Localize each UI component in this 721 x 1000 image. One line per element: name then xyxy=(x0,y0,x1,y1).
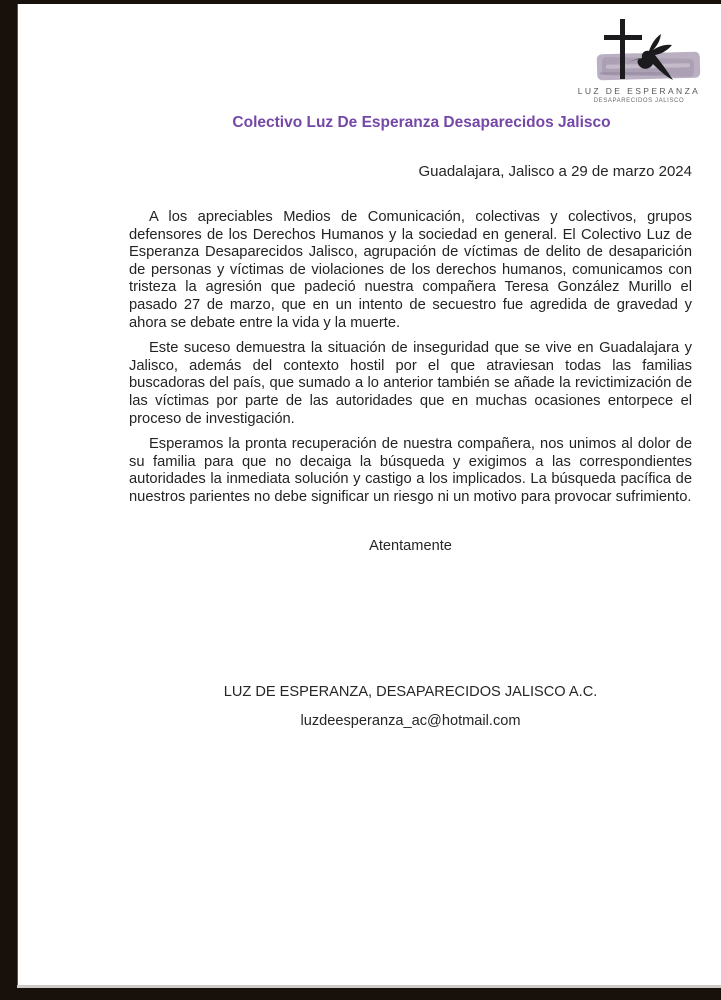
letter-paragraph-1: A los apreciables Medios de Comunicación, colectivas y colectivos, grupos defensores de los Derechos Humanos y la sociedad en general. El Colectivo Luz de Esperanza Desaparecidos Jalisco, agrupación de víctimas de delito de desaparición de personas y víctimas de violaciones de los derechos humanos, comunicamos con tristeza la agresión que padeció nuestra compañera Teresa González Murillo el pasado 27 de marzo, que en un intento de secuestro fue agredida de gravedad y ahora se debate entre la vida y la muerte. xyxy=(129,209,692,331)
signature-email: luzdeesperanza_ac@hotmail.com xyxy=(300,712,521,729)
signature-name: LUZ DE ESPERANZA, DESAPARECIDOS JALISCO A.C. xyxy=(223,683,598,700)
logo-wordmark: LUZ DE ESPERANZA xyxy=(577,86,701,96)
logo-subtitle: DESAPARECIDOS JALISCO xyxy=(593,98,685,104)
letter-paragraph-2: Este suceso demuestra la situación de inseguridad que se vive en Guadalajara y Jalisco, además del contexto hostil por el que atraviesan todas las familias buscadoras del país, que sumado a lo anterior también se añade la revictimización de las víctimas por parte de las autoridades que en muchas ocasiones entorpece el proceso de investigación. xyxy=(129,340,692,427)
letter-dateline: Guadalajara, Jalisco a 29 de marzo 2024 xyxy=(418,163,692,180)
letter-title: Colectivo Luz De Esperanza Desaparecidos Jalisco xyxy=(232,114,611,131)
letter-page xyxy=(17,4,721,985)
letter-content xyxy=(18,4,721,985)
letter-paragraph-3: Esperamos la pronta recuperación de nuestra compañera, nos unimos al dolor de su familia para que no decaiga la búsqueda y exigimos a las correspondientes autoridades la inmediata solución y castigo a los implicados. La búsqueda pacífica de nuestros parientes no debe significar un riesgo ni un motivo para provocar sufrimiento. xyxy=(129,436,692,505)
letter-closing: Atentamente xyxy=(369,537,452,554)
